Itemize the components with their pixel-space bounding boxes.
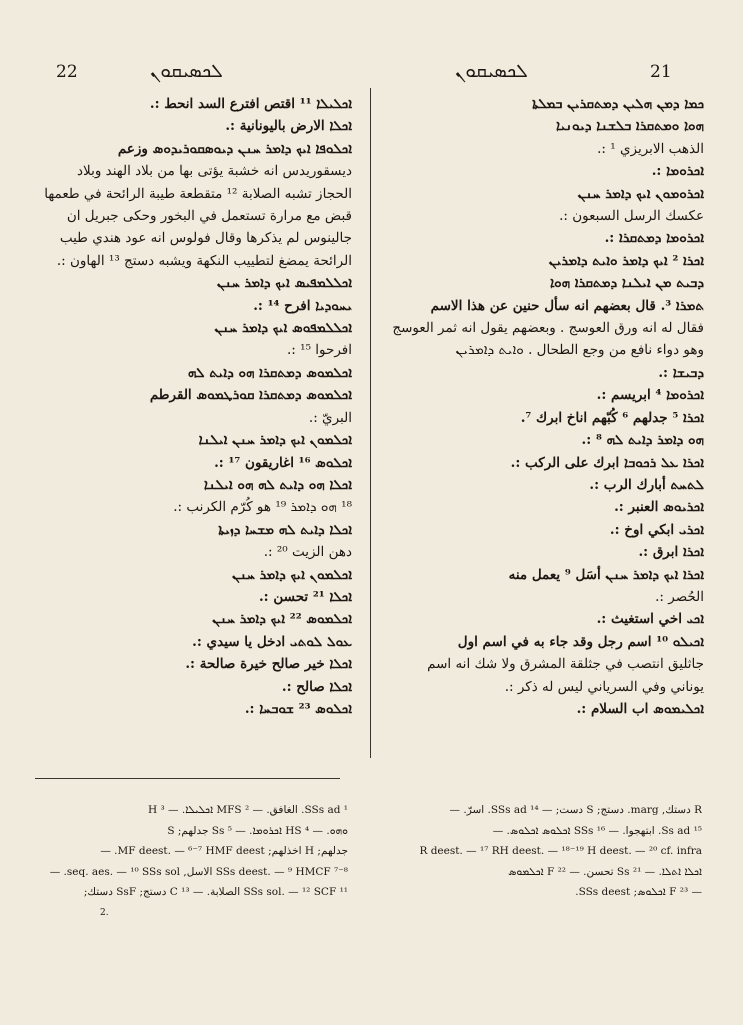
footnote-line: ܘܗܘ. — ⁴ HS ܐܟܪܘܡܐ. — ⁵ Ss جدلهم; S <box>167 824 348 837</box>
text-line: الرائحة يمضغ لتطييب النكهة ويشبه دستج ¹³ الهاون :. <box>56 252 352 269</box>
text-line: ܗܘ ܕܐܡܪ ܕܐܝܬ ܠܗ ⁸ :. <box>581 432 704 449</box>
text-line: ܐܟܠܡܘܣ ²² ܐܝܟ ܕܐܡܪ ܚܢܢ <box>212 611 352 628</box>
footnote-line: ܐܟܠܐ ܐܬܠܐ. — ²¹ Ss تحسن. — ²² F ܐܟܠܡܘܣ <box>508 865 702 878</box>
text-line: فقال له انه ورق العوسج . وبعضهم يقول انه ثمر العوسج <box>392 320 704 337</box>
text-line: الحجاز تشبه الصلابة ¹² متقطعة طيبة الرائحة في طعمها <box>44 185 352 202</box>
text-line: ܐܟܠܡܘܢ ܐܝܟ ܕܐܡܪ ܚܢܢ <box>232 566 352 583</box>
text-line: البريّ :. <box>308 409 352 426</box>
text-line: ܐܟܪܝܘܣ العنبر :. <box>614 499 704 516</box>
text-line: ܐܟܪܝ ابكي اوخ :. <box>609 521 704 538</box>
right-text-column <box>382 93 704 720</box>
text-line: ܐܟܠܘܣ ¹⁶ اغاريقون ¹⁷ :. <box>214 454 352 471</box>
text-line: دهن الزيت ²⁰ :. <box>263 544 352 561</box>
text-line: ܐܟܠܐ صالح :. <box>281 678 352 695</box>
footnote-line: جدلهم; H اخذلهم; MF deest. — ⁶⁻⁷ HMF deest. — <box>100 845 348 857</box>
footnote-line: ¹ SSs ad. الغافق. — ² MFS ܐܟܠܝܠܐ. — ³ H <box>147 804 348 816</box>
text-line: الحُصر :. <box>655 588 704 605</box>
column-divider <box>370 88 371 758</box>
right-running-head: ܠܟܣܝܩܘܢ <box>455 60 528 82</box>
text-line: ܬܡܪܐ ³. قال بعضهم انه سأل حنين عن هذا الاسم <box>430 297 704 314</box>
text-line: جاثليق انتصب في جثلقة المشرق ولا شك انه اسم <box>427 656 704 673</box>
text-line: ܐܟܠܘܦܐ ܐܝܟ ܕܐܡܪ ܚܢܢ ܕܝܘܣܩܘܪܝܕܘܣ وزعم <box>117 140 352 157</box>
text-line: ܐܟܪܘܡܐ ܕܡܬܩܪܐ :. <box>604 230 704 247</box>
text-line: ¹⁸ ܗܘ ܕܐܡܪ ¹⁹ هو كُرّم الكرنب :. <box>173 499 352 516</box>
text-line: ܐܟܠܐ ܕܐܝܬ ܠܗ ܡܫܚܐ ܕܙܝܬܐ <box>218 521 352 538</box>
text-line: ܝܚܘܕܝܐ افرح ¹⁴ :. <box>253 297 352 314</box>
footnote-line: ¹¹ SSs sol. — ¹² SCF الصلابة. — ¹³ C دستج; SsF دستك; <box>83 886 348 898</box>
text-line: ܐܟܠܐ ²¹ تحسن :. <box>258 588 352 605</box>
text-line: ܐܟܠܐ الارض باليونانية :. <box>225 118 352 135</box>
text-line: وهو دواء نافع من وجع الطحال . ܘܐܝܬ ܕܐܡܪܝܢ <box>455 342 704 359</box>
text-line: ܐܟܪܘܡܐ :. <box>651 163 704 180</box>
text-line: ܐܟܠܡܘܣ ܕܡܬܩܪܐ ܗܘ ܕܐܝܬ ܠܗ <box>187 364 352 381</box>
text-line: ܐܟܝ اخي استغيث :. <box>596 611 704 628</box>
text-line: ܐܟܠܠܡܦܝܣ ܐܝܟ ܕܐܡܪ ܚܢܢ <box>216 275 352 292</box>
text-line: ܐܟܪܐ ابرق :. <box>638 544 704 561</box>
footnote-line: R deest. — ¹⁷ RH deest. — ¹⁸⁻¹⁹ H deest. — ²⁰ cf. infra <box>419 845 702 857</box>
text-line: ܕܒܝܫܐ :. <box>658 364 704 381</box>
text-line: ܗܘܐ ܘܡܬܩܪܐ ܒܠܫܢܐ ܕܝܘܢܝܐ <box>555 118 704 135</box>
text-line: يوناني وفي السرياني ليس له ذكر :. <box>504 678 704 695</box>
text-line: ܐܟܪܐ ⁵ جدلهم ⁶ كُبّهم اناخ ابرك ⁷. <box>520 409 704 426</box>
text-line: ܐܟܠܝܡܘܣ اب السلام :. <box>576 700 704 717</box>
footnote-line: ¹⁵ Ss ad. ابتهجوا. — ¹⁶ SSs ܐܟܠܘܣ ܐܟܠܘܣ. — <box>492 824 702 837</box>
text-line: ܐܟܪܐ ܐܝܟ ܕܐܡܪ ܚܢܢ أسَل ⁹ يعمل منه <box>508 566 704 583</box>
text-line: ܐܟܠܐ خير صالح خيرة صالحة :. <box>185 656 352 673</box>
text-line: ܐܟܪܘܡܐ ⁴ ابريسم :. <box>596 387 704 404</box>
left-running-head: ܠܟܣܝܩܘܢ <box>150 60 223 82</box>
text-line: عکسك الرسل السبعون :. <box>559 208 704 225</box>
text-line: ܐܟܪܐ ² ܐܝܟ ܕܐܡܪ ܘܐܝܬ ܕܐܡܪܝܢ <box>548 252 704 269</box>
footnotes-right <box>382 800 702 903</box>
footnote-rule <box>35 778 340 779</box>
text-line: ܠܬܚܬ أبارك الرب :. <box>589 476 704 493</box>
text-line: ܕܒܝܬ ܡܢ ܐܝܠܢܐ ܕܡܬܩܪܐ ܗܘܐ <box>550 275 704 292</box>
text-line: ܐܟܝܠܘ ¹⁰ اسم رجل وقد جاء به في اسم اول <box>457 633 704 650</box>
left-text-column <box>30 93 352 720</box>
text-line: ܐܟܪܘܡܘܢ ܐܝܟ ܕܐܡܪ ܚܢܢ <box>577 185 704 202</box>
text-line: ܐܟܠܡܘܣ ܕܡܬܩܪܐ ܩܘܪܛܡܘܣ القرطم <box>149 387 352 404</box>
right-page-number: 21 <box>650 62 672 82</box>
text-line: ܐܟܠܝܠܐ ¹¹ اقتص افترع السد انحط :. <box>149 96 352 112</box>
text-line: الذهب الابريزي ¹ :. <box>597 140 704 157</box>
text-line: ܐܟܪܐ ܥܠ ܪܟܘܒܐ ابرك على الركب :. <box>510 454 704 471</box>
text-line: ديسقوريدس انه خشبة يؤتى بها من بلاد الهند وبلاد <box>77 163 352 180</box>
text-line: ܥܘܠ ܠܘܬܝ ادخل يا سيدي :. <box>192 633 352 650</box>
text-line: ܐܟܠܘܣ ²³ ܫܘܒܚܐ :. <box>244 700 352 717</box>
signature-mark: 2. <box>100 908 109 918</box>
text-line: ܐܟܠܡܘܢ ܐܝܟ ܕܐܡܪ ܚܢܢ ܐܝܠܢܐ <box>198 432 352 449</box>
text-line: جالينوس لم يذكرها وقال فولوس انه عود هندي طيب <box>59 230 352 247</box>
footnotes-left <box>28 800 348 903</box>
footnote-line: R دستك, marg. دستج; S دست; — ¹⁴ SSs ad. اسرّ. — <box>449 804 702 816</box>
text-line: قبض مع مرارة تستعمل في البخور وحكى جبريل ان <box>66 208 352 225</box>
footnote-line: — ²³ F ܐܟܠܘܣ; SSs deest. <box>575 886 702 898</box>
footnote-line: ⁷⁻⁸ SSs deest. — ⁹ HMCF الاسل, seq. aes. — ¹⁰ SSs sol. — <box>49 865 348 878</box>
text-line: ܟܡܐ ܕܡܢ ܗܠܝܢ ܕܡܬܩܪܝܢ ܒܡܠܬܐ <box>532 96 704 112</box>
text-line: ܐܟܠܐ ܗܘ ܕܐܝܬ ܠܗ ܗܘ ܐܝܠܢܐ <box>203 476 352 493</box>
left-page-number: 22 <box>56 62 78 82</box>
text-line: افرحوا ¹⁵ :. <box>287 342 352 359</box>
text-line: ܐܟܠܠܡܦܘܣ ܐܝܟ ܕܐܡܪ ܚܢܢ <box>214 320 352 337</box>
